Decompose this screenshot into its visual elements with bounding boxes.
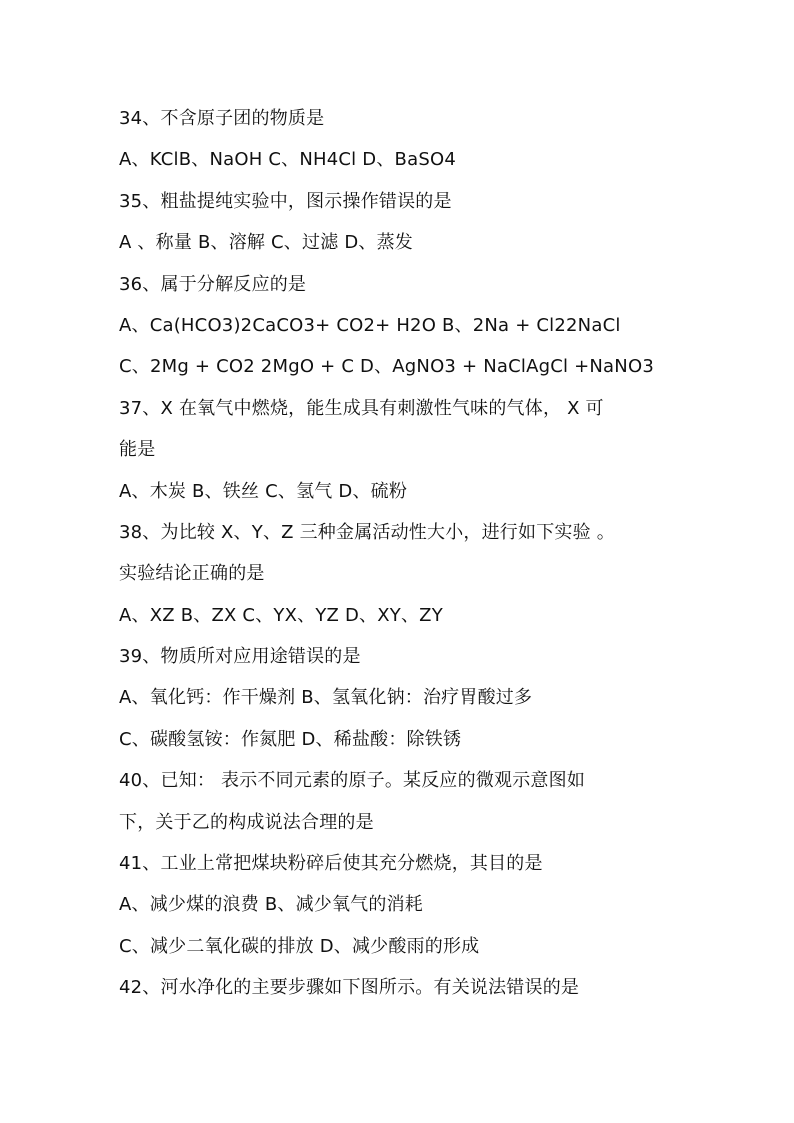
text-line-q38: 38、为比较 X、Y、Z 三种金属活动性大小，进行如下实验 。 xyxy=(119,521,615,543)
text-line-q40-cont: 下，关于乙的构成说法合理的是 xyxy=(119,811,374,833)
text-line-q38-cont: 实验结论正确的是 xyxy=(119,563,265,585)
text-line-q38-options: A、XZ B、ZX C、YX、YZ D、XY、ZY xyxy=(119,604,443,626)
text-line-q36-options-cd: C、2Mg + CO2 2MgO + C D、AgNO3 + NaClAgCl +NaNO3 xyxy=(119,356,654,378)
text-line-q39-options-ab: A、氧化钙：作干燥剂 B、氢氧化钠：治疗胃酸过多 xyxy=(119,687,533,709)
text-line-q36-options-ab: A、Ca(HCO3)2CaCO3+ CO2+ H2O B、2Na + Cl22NaCl xyxy=(119,314,621,336)
text-line-q34: 34、不含原子团的物质是 xyxy=(119,108,325,129)
text-line-q41: 41、工业上常把煤块粉碎后使其充分燃烧，其目的是 xyxy=(119,853,543,875)
text-line-q37: 37、X 在氧气中燃烧，能生成具有刺激性气味的气体， X 可 xyxy=(119,397,604,419)
text-line-q41-options-ab: A、减少煤的浪费 B、减少氧气的消耗 xyxy=(119,894,423,916)
text-line-q34-options: A、KClB、NaOH C、NH4Cl D、BaSO4 xyxy=(119,149,456,171)
text-line-q40: 40、已知： 表示不同元素的原子。某反应的微观示意图如 xyxy=(119,770,586,792)
text-line-q35: 35、粗盐提纯实验中，图示操作错误的是 xyxy=(119,190,452,212)
text-line-q41-options-cd: C、减少二氧化碳的排放 D、减少酸雨的形成 xyxy=(119,935,480,957)
text-line-q39-options-cd: C、碳酸氢铵：作氮肥 D、稀盐酸：除铁锈 xyxy=(119,728,462,750)
text-line-q42: 42、河水净化的主要步骤如下图所示。有关说法错误的是 xyxy=(119,977,580,999)
text-line-q37-options: A、木炭 B、铁丝 C、氢气 D、硫粉 xyxy=(119,480,408,502)
text-line-q37-cont: 能是 xyxy=(119,439,156,461)
text-line-q36: 36、属于分解反应的是 xyxy=(119,273,307,295)
question-text-block xyxy=(119,98,679,1009)
text-line-q35-options: A 、称量 B、溶解 C、过滤 D、蒸发 xyxy=(119,232,413,254)
text-line-q39: 39、物质所对应用途错误的是 xyxy=(119,646,361,668)
